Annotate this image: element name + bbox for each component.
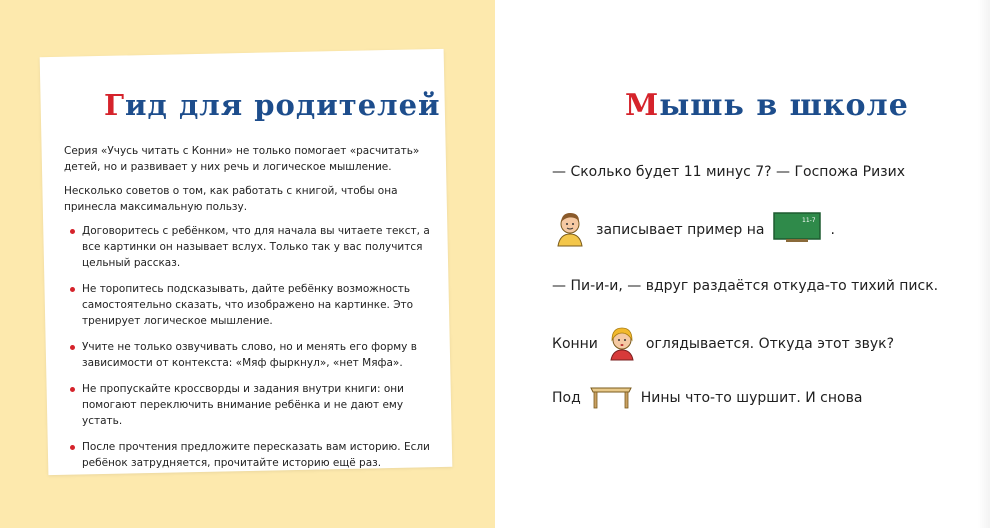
- bullet-icon: [70, 229, 75, 234]
- bullet-icon: [70, 287, 75, 292]
- story-text: Конни: [552, 336, 598, 352]
- board-text: 11-7: [802, 217, 817, 224]
- story-text: — Пи-и-и, — вдруг раздаётся откуда-то тихий писк.: [552, 278, 939, 294]
- story-title: [625, 88, 909, 123]
- guide-title-rest: ид для родителей: [125, 88, 441, 122]
- teacher-icon: [552, 208, 588, 252]
- tip-item: [64, 339, 434, 371]
- story-line-1: [552, 164, 905, 180]
- bullet-icon: [70, 445, 75, 450]
- story-line-5: [552, 382, 862, 414]
- guide-title-first-letter: Г: [104, 88, 126, 122]
- guide-body: [64, 143, 434, 481]
- girl-icon: [606, 322, 638, 366]
- story-text: Под: [552, 390, 581, 406]
- story-title-rest: ышь в школе: [659, 88, 909, 123]
- story-line-3: [552, 278, 938, 294]
- page-edge: [978, 0, 990, 528]
- right-page: [495, 0, 990, 528]
- guide-intro-2: Несколько советов о том, как работать с книгой, чтобы она принесла максимальную пользу.: [64, 185, 398, 213]
- guide-title: [104, 88, 441, 122]
- tip-text: Не пропускайте кроссворды и задания внутри книги: они помогают переключить внимание ребёнка и не дают ему устать.: [82, 383, 404, 427]
- story-text: записывает пример на: [596, 222, 765, 238]
- tip-item: [64, 381, 434, 429]
- story-title-first-letter: М: [625, 88, 660, 123]
- story-line-4: [552, 322, 894, 366]
- bullet-icon: [70, 387, 75, 392]
- story-line-2: [552, 208, 835, 252]
- story-text: Нины что-то шуршит. И снова: [640, 390, 863, 406]
- story-text: оглядывается. Откуда этот звук?: [645, 336, 895, 352]
- tip-text: Договоритесь с ребёнком, что для начала вы читаете текст, а все картинки он называет вслух. Только так у вас получится цельный рассказ.: [82, 225, 430, 269]
- tip-item: [64, 281, 434, 329]
- chalkboard-icon: [772, 211, 822, 249]
- guide-intro-1: Серия «Учусь читать с Конни» не только помогает «расчитать» детей, но и развивает у них речь и логическое мышление.: [64, 145, 420, 173]
- bullet-icon: [70, 345, 75, 350]
- tips-list: [64, 223, 434, 471]
- tip-item: [64, 223, 434, 271]
- tip-item: [64, 439, 434, 471]
- tip-text: Учите не только озвучивать слово, но и менять его форму в зависимости от контекста: «Мяф фыркнул», «нет Мяфа».: [82, 341, 417, 369]
- tip-text: Не торопитесь подсказывать, дайте ребёнку возможность самостоятельно сказать, что изображено на картинке. Это тренирует логическое мышление.: [82, 283, 414, 327]
- tip-text: После прочтения предложите пересказать вам историю. Если ребёнок затрудняется, прочитайте историю ещё раз.: [82, 441, 430, 469]
- story-text: .: [830, 222, 835, 238]
- table-icon: [589, 382, 633, 414]
- story-text: — Сколько будет 11 минус 7? — Госпожа Ризих: [552, 164, 906, 180]
